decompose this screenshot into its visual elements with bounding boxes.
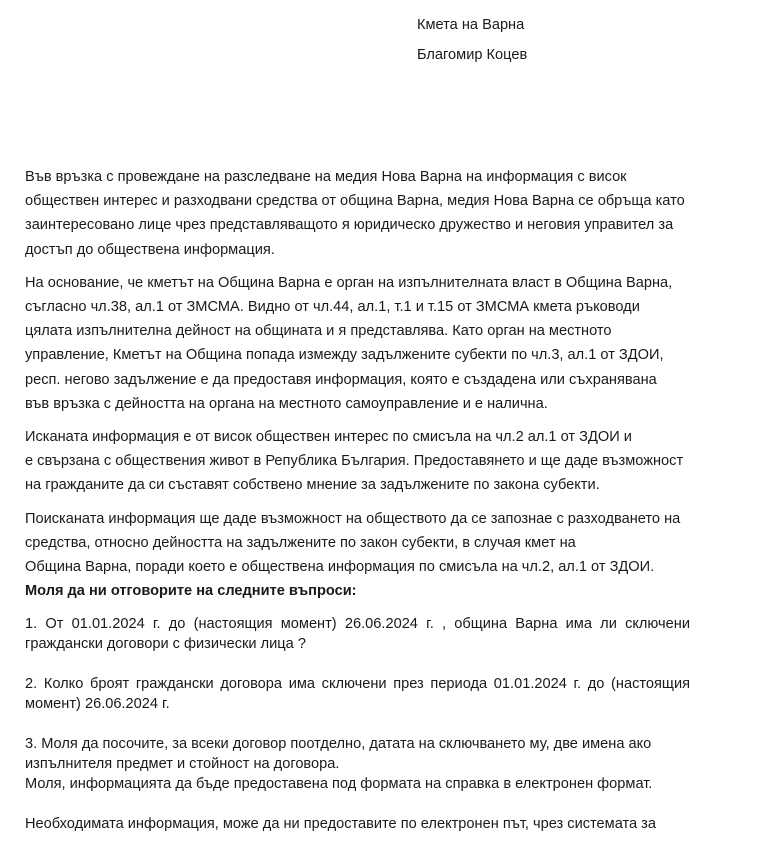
question-line: 1. От 01.01.2024 г. до (настоящия момент) 26.06.2024 г. , община Варна има ли сключени	[25, 616, 690, 632]
addressee-title: Кмета на Варна	[417, 17, 525, 33]
text-line: цялата изпълнителна дейност на общината и я представлява. Като орган на местното	[25, 323, 612, 340]
question-item	[25, 674, 690, 714]
paragraph-intro	[25, 165, 730, 262]
paragraph-public-interest	[25, 425, 730, 498]
addressee-name: Благомир Коцев	[417, 47, 528, 63]
text-line: е свързана с обществения живот в Република България. Предоставянето и ще даде възможност	[25, 453, 684, 470]
paragraph-legal-basis	[25, 271, 730, 416]
text-line: Исканата информация е от висок обществен интерес по смисъла на чл.2 ал.1 от ЗДОИ и	[25, 429, 632, 446]
questions-heading: Моля да ни отговорите на следните въпроси:	[25, 583, 357, 600]
questions-list	[25, 614, 690, 834]
question-line: 3. Моля да посочите, за всеки договор поотделно, датата на сключването му, две имена ако	[25, 736, 652, 752]
question-line: граждански договори с физически лица ?	[25, 636, 306, 652]
format-request: Моля, информацията да бъде предоставена под формата на справка в електронен формат.	[25, 776, 653, 792]
addressee-block	[417, 10, 527, 70]
text-line: средства, относно дейността на задължените по закон субекти, в случая кмет на	[25, 534, 576, 551]
text-line: респ. негово задължение е да предоставя информация, която е създадена или съхранявана	[25, 371, 657, 388]
text-line: съгласно чл.38, ал.1 от ЗМСМА. Видно от чл.44, ал.1, т.1 и т.15 от ЗМСМА кмета ръководи	[25, 299, 640, 316]
question-line: изпълнителя предмет и стойност на договора.	[25, 756, 340, 772]
question-line: 2. Колко броят граждански договора има сключени през периода 01.01.2024 г. до (настоящия	[25, 676, 690, 692]
text-line: управление, Кметът на Община попада измежду задължените субекти по чл.3, ал.1 от ЗДОИ,	[25, 347, 664, 364]
text-line: обществен интерес и разходвани средства от община Варна, медия Нова Варна се обръща като	[25, 193, 685, 210]
paragraph-requested-info	[25, 507, 730, 580]
text-line: на гражданите да си съставят собствено мнение за задължените по закона субекти.	[25, 477, 600, 494]
question-item	[25, 734, 690, 794]
letter-body	[25, 165, 730, 603]
delivery-paragraph	[25, 814, 690, 834]
question-item	[25, 614, 690, 654]
text-line: Поисканата информация ще даде възможност на обществото да се запознае с разходването на	[25, 510, 681, 527]
text-line: достъп до обществена информация.	[25, 241, 275, 258]
delivery-note: Необходимата информация, може да ни предоставите по електронен път, чрез системата за	[25, 816, 656, 832]
text-line: Във връзка с провеждане на разследване на медия Нова Варна на информация с висок	[25, 169, 627, 185]
text-line: На основание, че кметът на Община Варна е орган на изпълнителната власт в Община Варна,	[25, 274, 673, 291]
text-line: Община Варна, поради което е обществена информация по смисъла на чл.2, ал.1 от ЗДОИ.	[25, 559, 655, 576]
text-line: във връзка с дейността на органа на местното самоуправление и е налична.	[25, 395, 548, 412]
text-line: заинтересовано лице чрез представляващото я юридическо дружество и неговия управител за	[25, 217, 674, 234]
question-line: момент) 26.06.2024 г.	[25, 696, 170, 712]
